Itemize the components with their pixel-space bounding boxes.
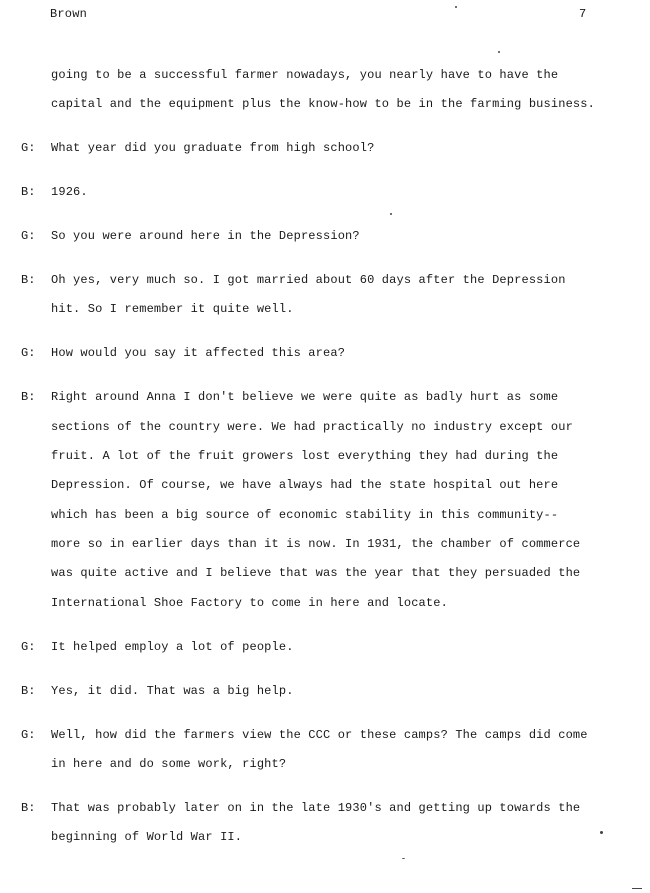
- transcript-line: That was probably later on in the late 1930's and getting up towards the: [51, 801, 581, 815]
- scan-speck: [498, 51, 500, 53]
- speaker-label: G:: [21, 640, 36, 654]
- scan-speck: [632, 888, 642, 889]
- speaker-label: G:: [21, 141, 36, 155]
- transcript-line: sections of the country were. We had practically no industry except our: [51, 420, 573, 434]
- transcript-line: Right around Anna I don't believe we were quite as badly hurt as some: [51, 390, 559, 404]
- interviewee-name-header: Brown: [50, 7, 88, 21]
- transcript-line: Depression. Of course, we have always had the state hospital out here: [51, 478, 559, 492]
- scan-speck: [600, 831, 603, 834]
- speaker-label: B:: [21, 684, 36, 698]
- speaker-label: B:: [21, 390, 36, 404]
- scan-speck: [390, 213, 392, 215]
- speaker-label: B:: [21, 185, 36, 199]
- transcript-line: beginning of World War II.: [51, 830, 243, 844]
- transcript-line: capital and the equipment plus the know-how to be in the farming business.: [51, 97, 595, 111]
- page-number: 7: [579, 7, 587, 21]
- transcript-line: was quite active and I believe that was the year that they persuaded the: [51, 566, 581, 580]
- transcript-line: fruit. A lot of the fruit growers lost everything they had during the: [51, 449, 559, 463]
- speaker-label: G:: [21, 346, 36, 360]
- scan-speck: [455, 6, 457, 8]
- transcript-line: It helped employ a lot of people.: [51, 640, 294, 654]
- transcript-line: Oh yes, very much so. I got married about 60 days after the Depression: [51, 273, 566, 287]
- scan-speck: [402, 858, 405, 859]
- transcript-line: International Shoe Factory to come in here and locate.: [51, 596, 448, 610]
- transcript-line: more so in earlier days than it is now. In 1931, the chamber of commerce: [51, 537, 581, 551]
- transcript-line: 1926.: [51, 185, 88, 199]
- transcript-line: How would you say it affected this area?: [51, 346, 346, 360]
- transcript-line: So you were around here in the Depression?: [51, 229, 360, 243]
- transcript-line: hit. So I remember it quite well.: [51, 302, 294, 316]
- transcript-line: Yes, it did. That was a big help.: [51, 684, 294, 698]
- transcript-line: What year did you graduate from high school?: [51, 141, 375, 155]
- speaker-label: G:: [21, 229, 36, 243]
- speaker-label: G:: [21, 728, 36, 742]
- transcript-line: going to be a successful farmer nowadays, you nearly have to have the: [51, 68, 559, 82]
- transcript-line: which has been a big source of economic stability in this community--: [51, 508, 559, 522]
- speaker-label: B:: [21, 273, 36, 287]
- transcript-line: Well, how did the farmers view the CCC or these camps? The camps did come: [51, 728, 588, 742]
- speaker-label: B:: [21, 801, 36, 815]
- transcript-line: in here and do some work, right?: [51, 757, 287, 771]
